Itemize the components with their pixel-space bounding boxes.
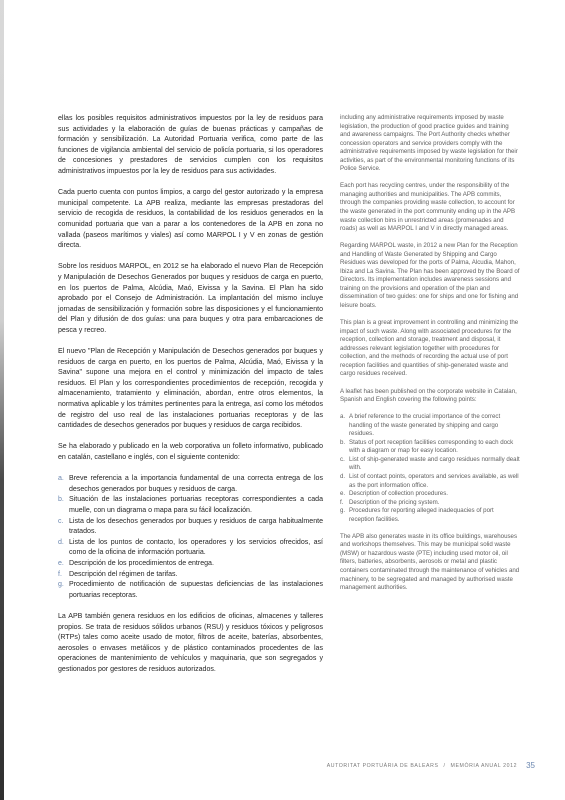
list-item-text: Breve referencia a la importancia fundamental de una correcta entrega de los desechos generados por buques y residuos de carga. xyxy=(69,475,323,493)
es-paragraph-5: Se ha elaborado y publicado en la web corporativa un folleto informativo, publicado en catalán, castellano e inglés, con el siguiente contenido: xyxy=(58,443,323,461)
list-marker: c. xyxy=(340,455,345,463)
en-paragraph-2: Each port has recycling centres, under the responsibility of the managing authorities and municipalities. The APB commits, through the companies providing waste collection, to account for the waste generated in the port community ending up in the APB waste collection bins in unrestricted areas (promenades and roads) as well as MARPOL I and V in directly managed areas. xyxy=(340,182,516,233)
list-item xyxy=(58,517,323,538)
footer-separator: / xyxy=(443,762,446,769)
list-item xyxy=(340,473,520,490)
list-marker: b. xyxy=(58,496,64,504)
list-item-text: Situación de las instalaciones portuarias receptoras correspondientes a cada muelle, con un diagrama o mapa para su fácil localización. xyxy=(69,496,323,514)
list-item xyxy=(58,570,323,581)
list-item-text: List of contact points, operators and services available, as well as the port information office. xyxy=(349,472,519,489)
list-marker: g. xyxy=(58,581,64,589)
list-item xyxy=(340,490,520,499)
list-marker: d. xyxy=(340,472,346,480)
en-paragraph-1: including any administrative requirements imposed by waste legislation, the production of good practice guides and training and awareness campaigns. The Port Authority checks whether concession operators and service providers comply with the administrative requirements imposed by waste legislation for their activities, as part of the environmental monitoring functions of its Police Service. xyxy=(340,114,518,173)
en-paragraph-5: A leaflet has been published on the corporate website in Catalan, Spanish and English covering the following points: xyxy=(340,387,517,404)
list-item-text: Procedures for reporting alleged inadequacies of port reception facilities. xyxy=(349,507,494,523)
list-marker: a. xyxy=(340,413,346,421)
en-paragraph-6: The APB also generates waste in its office buildings, warehouses and workshops themselves. This may be municipal solid waste (MSW) or hazardous waste (PTE) including used motor oil, oil filters, batteries, absorbents, aerosols or metal and plastic containers contaminated through the maintenance of vehicles and machinery, to be segregated and managed by authorised waste management authorities. xyxy=(340,532,520,592)
list-item-text: Status of port reception facilities corresponding to each dock with a diagram or map for easy location. xyxy=(349,438,514,455)
page-edge-strip xyxy=(0,0,4,800)
list-item-text: Lista de los puntos de contacto, los operadores y los servicios ofrecidos, así como de la oficina de información portuaria. xyxy=(69,538,323,557)
list-item xyxy=(58,495,323,516)
es-paragraph-3: Sobre los residuos MARPOL, en 2012 se ha elaborado el nuevo Plan de Recepción y Manipulación de Desechos Generados por buques y residuos de carga en puerto, en los puertos de Palma, Alcúdia, Maó, Eivissa y la Savina. El Plan ha sido aprobado por el Consejo de Administración. La implantación del mismo incluye jornadas de sensibilización y formación sobre las disposiciones y el funcionamiento del Plan y difusión de dos guías: una para buques y otra para embarcaciones de pesca y recreo. xyxy=(58,263,323,334)
es-paragraph-6: La APB también genera residuos en los edificios de oficinas, almacenes y talleres propios. Se trata de residuos sólidos urbanos (RSU) y residuos tóxicos y peligrosos (RTPs) tales como aceite usado de motor, filtros de aceite, baterías, absorbentes, aerosoles o envases metálicos y de plástico contaminados procedentes de las operaciones de mantenimiento de vehículos y maquinaria, que son segregados y gestionados por gestores de residuos autorizados. xyxy=(58,612,323,673)
list-item xyxy=(340,439,520,456)
list-marker: d. xyxy=(58,538,64,546)
list-item-text: Procedimiento de notificación de supuestas deficiencias de las instalaciones portuarias receptoras. xyxy=(69,581,323,599)
footer-organization: AUTORITAT PORTUÀRIA DE BALEARS xyxy=(326,762,439,769)
list-item xyxy=(58,474,323,495)
list-item-text: Descripción del régimen de tarifas. xyxy=(69,570,178,578)
list-item-text: Description of collection procedures. xyxy=(349,490,448,498)
es-paragraph-4: El nuevo "Plan de Recepción y Manipulación de Desechos generados por buques y residuos de carga en puerto, en los puertos de Palma, Alcúdia, Maó, Eivissa y la Savina" supone una mejora en el control y minimización del impacto de tales residuos. El Plan y los correspondientes procedimientos de recepción, recogida y almacenamiento, tratamiento y eliminación, abordan, entre otros elementos, la normativa aplicable y los trámites pertinentes para la entrega, así como los métodos de registro del uso real de las instalaciones portuarias receptoras y de las cantidades de desechos generados por buques y residuos de carga recibidos. xyxy=(58,348,323,430)
list-marker: e. xyxy=(340,490,346,498)
es-paragraph-1: ellas los posibles requisitos administrativos impuestos por la ley de residuos para sus actividades y la elaboración de guías de buenas prácticas y campañas de formación y sensibilización. La Autoridad Portuaria verifica, como parte de las funciones de vigilancia ambiental del servicio de policía portuaria, si los operadores de concesiones y prestadores de servicios cumplen con los requisitos administrativos impuestos por la ley de residuos para sus actividades. xyxy=(58,115,323,175)
list-item xyxy=(340,507,520,524)
list-item xyxy=(340,413,520,439)
list-marker: b. xyxy=(340,438,346,446)
list-item xyxy=(58,580,323,601)
list-marker: e. xyxy=(58,559,64,567)
list-marker: a. xyxy=(58,475,64,483)
list-marker: c. xyxy=(58,517,64,525)
list-item-text: Description of the pricing system. xyxy=(349,498,440,506)
spanish-text-column xyxy=(58,114,323,686)
es-leaflet-content-list xyxy=(58,474,323,601)
list-item xyxy=(58,538,323,559)
page-footer xyxy=(327,761,535,770)
page-number: 35 xyxy=(526,761,535,770)
list-marker: g. xyxy=(340,507,346,515)
english-text-column xyxy=(340,114,520,601)
footer-report-title: MEMÒRIA ANUAL 2012 xyxy=(450,762,518,769)
list-item-text: A brief reference to the crucial importance of the correct handling of the waste generated by shipping and cargo residues. xyxy=(349,413,501,438)
list-item xyxy=(58,559,323,570)
list-item xyxy=(340,456,520,473)
list-item-text: Descripción de los procedimientos de entrega. xyxy=(69,559,214,567)
en-leaflet-content-list xyxy=(340,413,520,524)
list-item-text: List of ship-generated waste and cargo residues normally dealt with. xyxy=(349,455,520,472)
en-paragraph-3: Regarding MARPOL waste, in 2012 a new Plan for the Reception and Handling of Waste Generated by Shipping and Cargo Residues was developed for the ports of Palma, Alcudia, Mahon, Ibiza and La Savina. The Plan has been approved by the Board of Directors. Its implementation includes awareness sessions and training on the provisions and operation of the plan and dissemination of two guides: one for ships and one for fishing and leisure boats. xyxy=(340,242,520,310)
en-paragraph-4: This plan is a great improvement in controlling and minimizing the impact of such waste. Along with associated procedures for the reception, collection and storage, treatment and disposal, it addresses relevant legislation together with procedures for collection, and the methods of recording the actual use of port reception facilities and quantities of ship-generated waste and cargo residues received. xyxy=(340,319,519,378)
list-item xyxy=(340,499,520,508)
es-paragraph-2: Cada puerto cuenta con puntos limpios, a cargo del gestor autorizado y la empresa municipal competente. La APB realiza, mediante las empresas prestadoras del servicio de recogida de residuos, la contabilidad de los residuos generados en la comunidad portuaria que van a parar a los contenedores de la APB en zona no vallada (paseos marítimos y viales) así como MARPOL I y V en zonas de gestión directa. xyxy=(58,189,323,250)
list-marker: f. xyxy=(340,498,344,506)
list-item-text: Lista de los desechos generados por buques y residuos de carga habitualmente tratados. xyxy=(69,517,323,536)
list-marker: f. xyxy=(58,570,62,578)
